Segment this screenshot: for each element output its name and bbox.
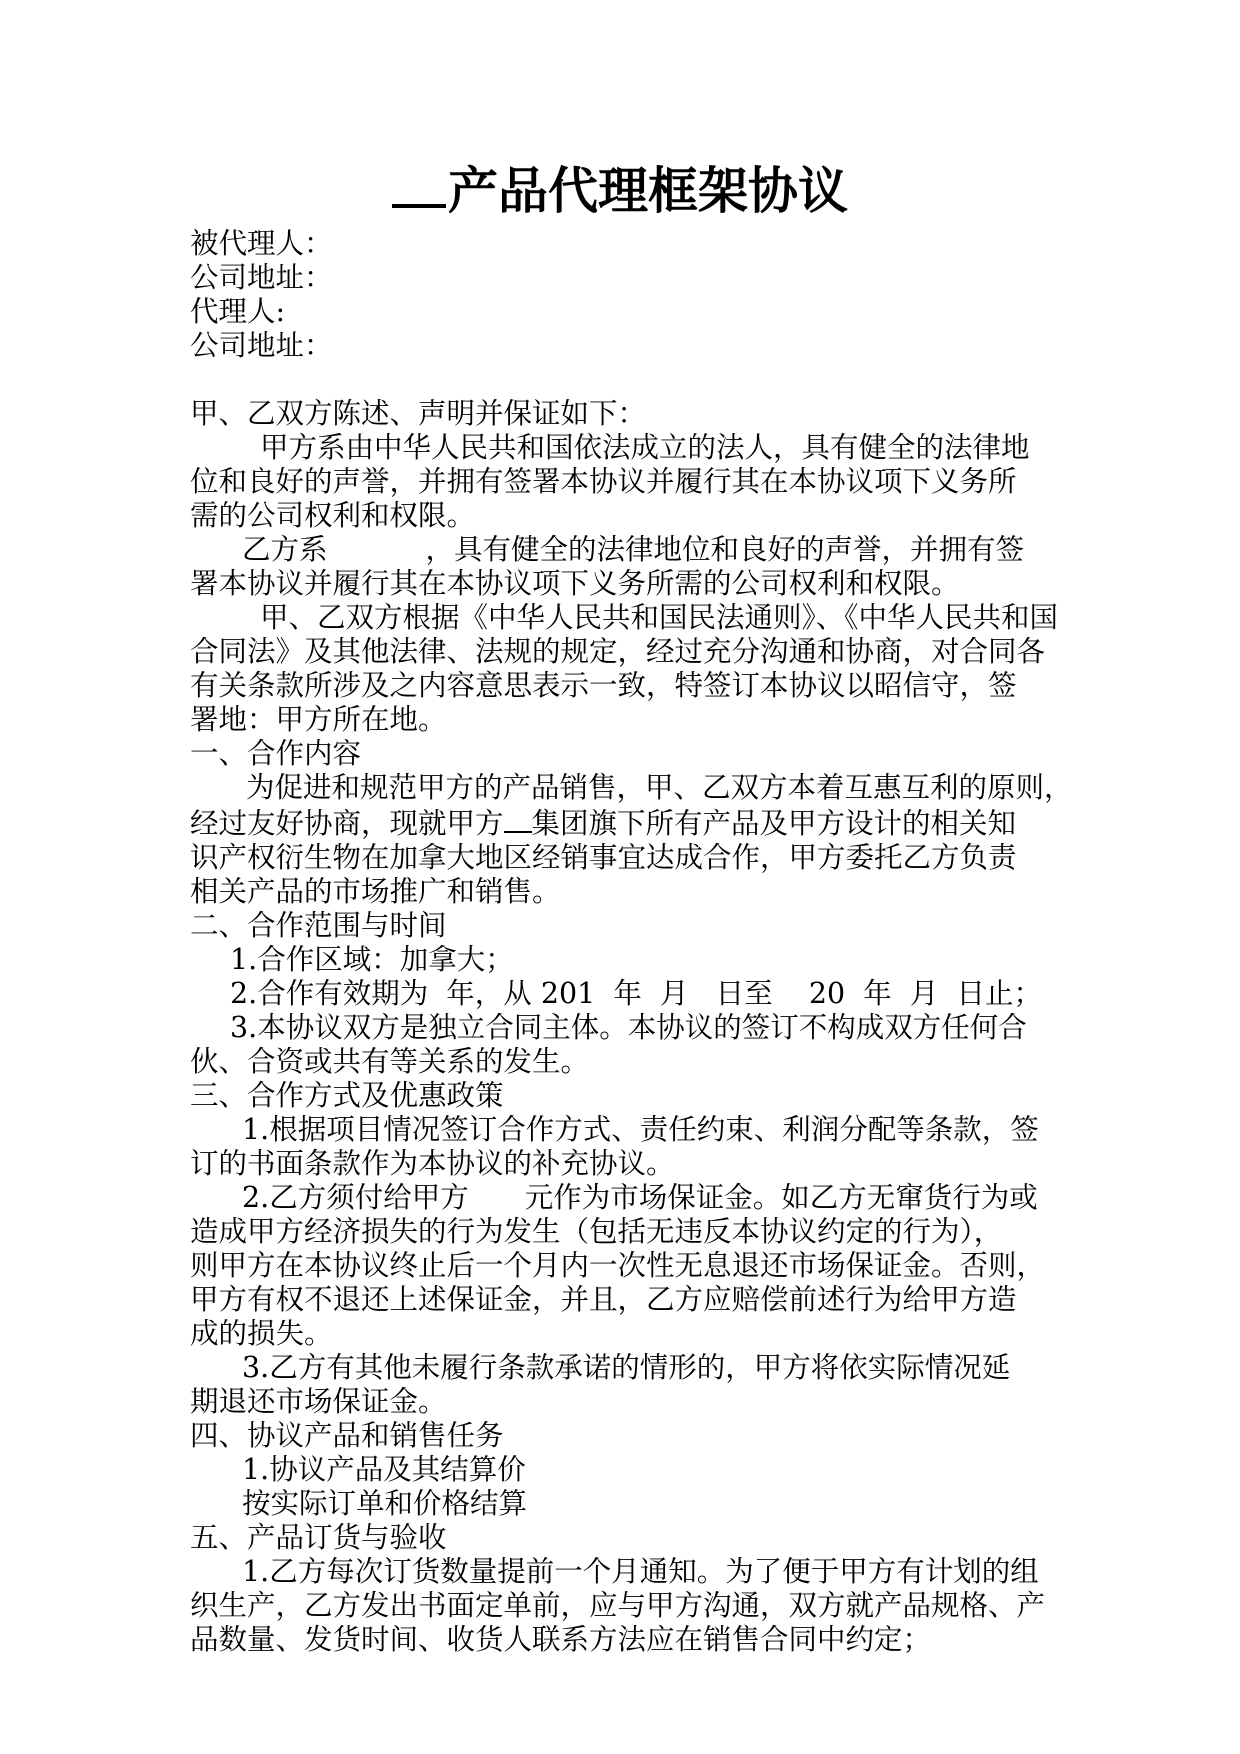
list-item: 1.协议产品及其结算价 xyxy=(242,1453,526,1486)
list-item: 1.合作区域：加拿大； xyxy=(230,943,514,976)
party-principal: 被代理人： xyxy=(190,227,333,260)
section-heading: 五、产品订货与验收 xyxy=(190,1521,447,1554)
party-agent: 代理人: xyxy=(190,295,286,328)
text-segment: 经过友好协商，现就甲方 xyxy=(190,807,504,840)
section-heading: 一、合作内容 xyxy=(190,737,362,770)
paragraph-line: 为促进和规范甲方的产品销售，甲、乙双方本着互惠互利的原则， xyxy=(246,771,1073,804)
paragraph-line: 位和良好的声誉，并拥有签署本协议并履行其在本协议项下义务所 xyxy=(190,465,1017,498)
document-title xyxy=(0,160,1240,222)
underline-blank xyxy=(504,805,532,833)
list-item: 2.合作有效期为 年，从 201 年 月 日至 20 年 月 日止； xyxy=(230,977,1043,1010)
list-item: 1.乙方每次订货数量提前一个月通知。为了便于甲方有计划的组 xyxy=(242,1555,1039,1588)
section-heading: 四、协议产品和销售任务 xyxy=(190,1419,504,1452)
paragraph-line: 甲方系由中华人民共和国依法成立的法人，具有健全的法律地 xyxy=(260,431,1030,464)
paragraph-line: 署地：甲方所在地。 xyxy=(190,703,447,736)
paragraph-line: 相关产品的市场推广和销售。 xyxy=(190,875,561,908)
text-segment: 2.乙方须付给甲方 xyxy=(242,1181,469,1214)
title-text: 产品代理框架协议 xyxy=(448,161,848,220)
text-segment: 元作为市场保证金。如乙方无窜货行为或 xyxy=(524,1181,1038,1214)
paragraph-line xyxy=(190,533,1054,567)
paragraph-line: 品数量、发货时间、收货人联系方法应在销售合同中约定； xyxy=(190,1623,932,1656)
paragraph-line: 期退还市场保证金。 xyxy=(190,1385,447,1418)
list-item: 3.本协议双方是独立合同主体。本协议的签订不构成双方任何合 xyxy=(230,1011,1027,1044)
paragraph-line xyxy=(190,805,1054,841)
spacer xyxy=(190,363,1054,397)
paragraph-line: 合同法》及其他法律、法规的规定，经过充分沟通和协商，对合同各 xyxy=(190,635,1046,668)
paragraph-line: 伙、合资或共有等关系的发生。 xyxy=(190,1045,590,1078)
paragraph-line: 成的损失。 xyxy=(190,1317,333,1350)
paragraph-line: 甲、乙双方根据《中华人民共和国民法通则》、《中华人民共和国 xyxy=(260,601,1059,634)
title-blank-line xyxy=(392,162,446,208)
paragraph-line: 造成甲方经济损失的行为发生（包括无违反本协议约定的行为）， xyxy=(190,1215,1003,1248)
paragraph-line: 订的书面条款作为本协议的补充协议。 xyxy=(190,1147,675,1180)
paragraph-line: 甲方有权不退还上述保证金，并且，乙方应赔偿前述行为给甲方造 xyxy=(190,1283,1017,1316)
party-agent-address: 公司地址： xyxy=(190,329,333,362)
list-item: 1.根据项目情况签订合作方式、责任约束、利润分配等条款，签 xyxy=(242,1113,1039,1146)
paragraph-line: 有关条款所涉及之内容意思表示一致，特签订本协议以昭信守，签 xyxy=(190,669,1017,702)
text-segment: 集团旗下所有产品及甲方设计的相关知 xyxy=(531,807,1017,840)
paragraph-line: 按实际订单和价格结算 xyxy=(242,1487,528,1520)
paragraph-line: 署本协议并履行其在本协议项下义务所需的公司权利和权限。 xyxy=(190,567,960,600)
document-body xyxy=(190,227,1073,1657)
list-item: 3.乙方有其他未履行条款承诺的情形的，甲方将依实际情况延 xyxy=(242,1351,1011,1384)
section-heading: 三、合作方式及优惠政策 xyxy=(190,1079,504,1112)
intro-line: 甲、乙双方陈述、声明并保证如下： xyxy=(190,397,647,430)
paragraph-line: 需的公司权利和权限。 xyxy=(190,499,476,532)
list-item xyxy=(190,1181,1054,1215)
paragraph-line: 织生产，乙方发出书面定单前，应与甲方沟通，双方就产品规格、产 xyxy=(190,1589,1046,1622)
paragraph-line: 识产权衍生物在加拿大地区经销事宜达成合作，甲方委托乙方负责 xyxy=(190,841,1017,874)
party-b-text: ，具有健全的法律地位和良好的声誉，并拥有签 xyxy=(425,533,1025,566)
party-b-label: 乙方系 xyxy=(242,533,328,566)
party-principal-address: 公司地址： xyxy=(190,261,333,294)
section-heading: 二、合作范围与时间 xyxy=(190,909,447,942)
paragraph-line: 则甲方在本协议终止后一个月内一次性无息退还市场保证金。否则， xyxy=(190,1249,1046,1282)
